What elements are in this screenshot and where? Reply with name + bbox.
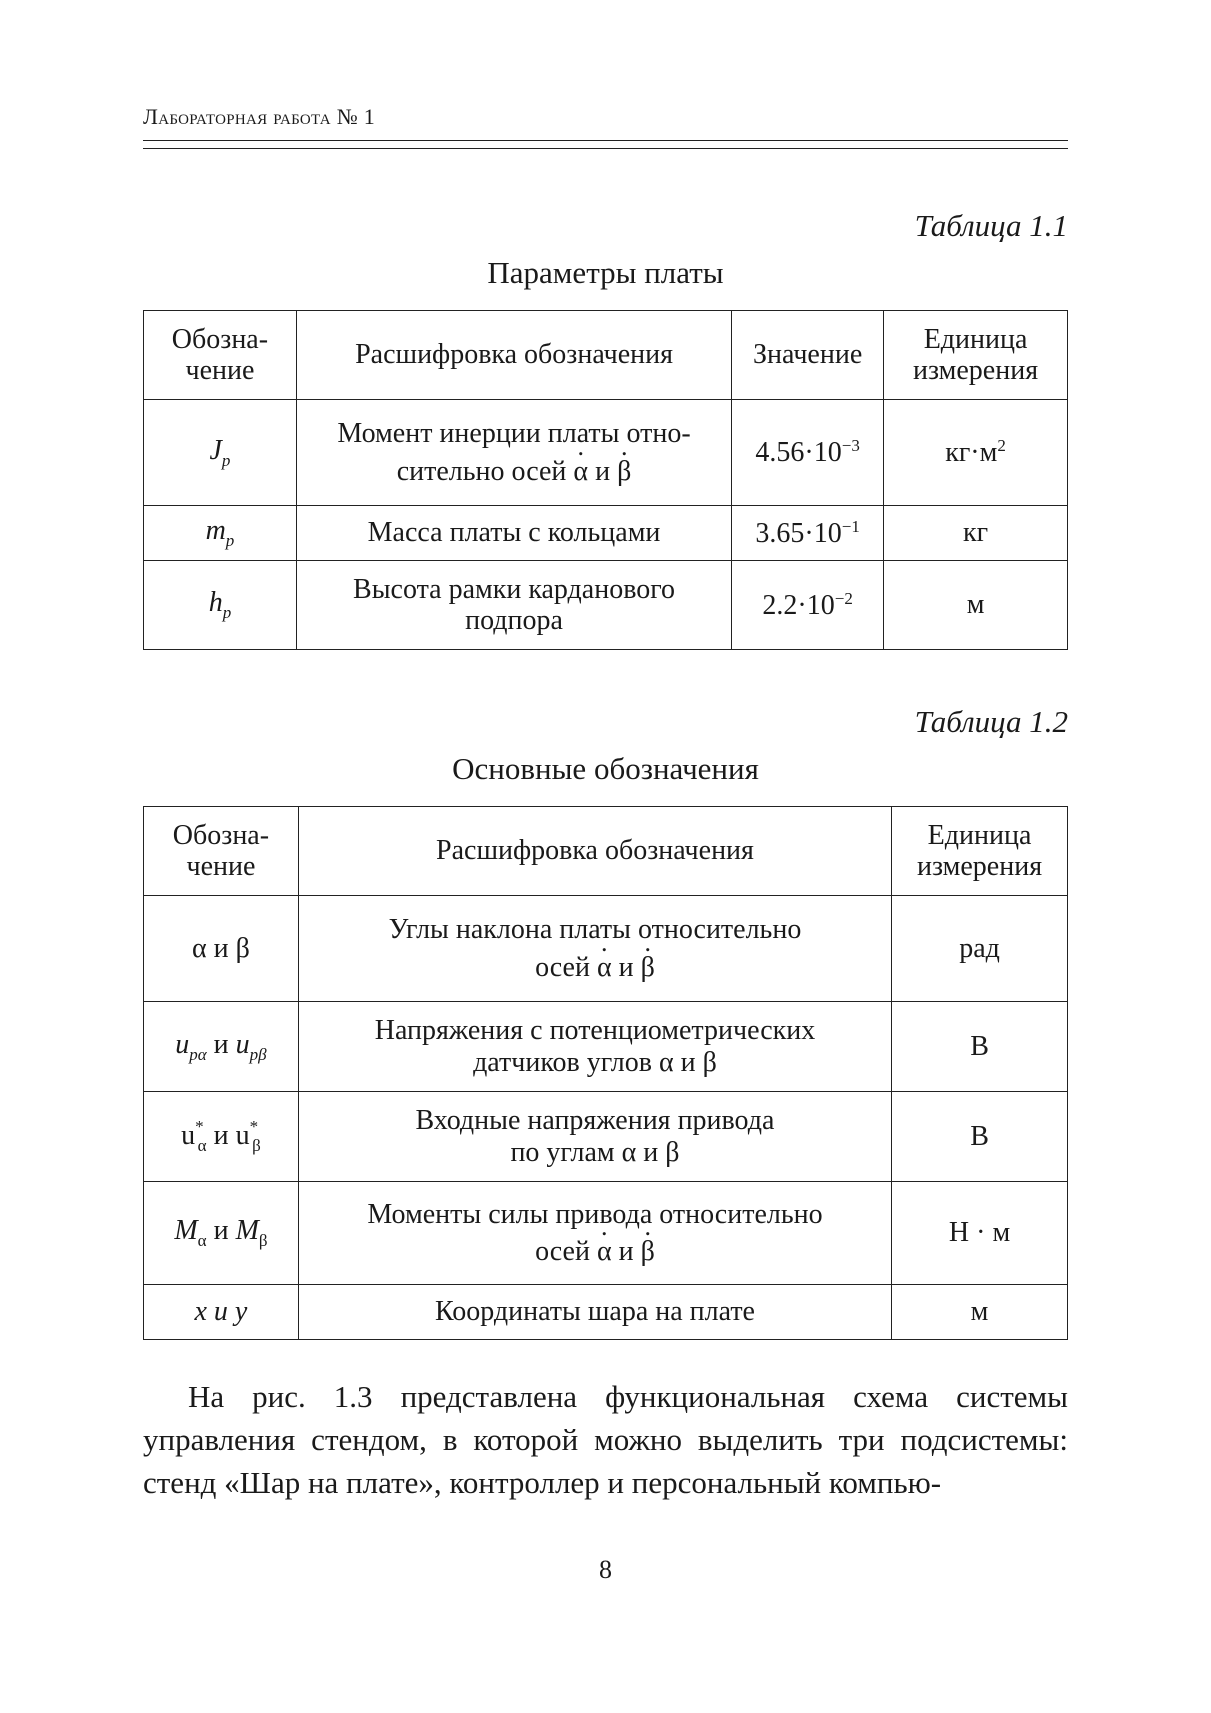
unit-cell: рад <box>892 896 1068 1002</box>
table2-header-symbol: Обозна- чение <box>144 807 299 896</box>
header-double-rule <box>143 140 1068 149</box>
beta-dot-symbol: . β <box>617 456 631 487</box>
symbol-cell: α и β <box>144 896 299 1002</box>
table1-number: Таблица 1.1 <box>914 208 1068 243</box>
symbol-cell: x и y <box>144 1285 299 1340</box>
table-row <box>144 896 1068 1002</box>
unit-cell: $кг\cdot м^2$ <box>884 400 1068 506</box>
value-cell: $4.56\cdot 10^{-3}$ <box>732 400 884 506</box>
alpha-dot-symbol: . α <box>597 952 612 983</box>
table1-header-row <box>144 311 1068 400</box>
table-row <box>144 1285 1068 1340</box>
body-paragraph: На рис. 1.3 представлена функциональная схема системы управления стендом, в которой можно выделить три подсистемы: стенд «Шар на плате», контроллер и персональный компью- <box>143 1379 1068 1500</box>
value-cell: $2.2\cdot 10^{-2}$ <box>732 561 884 650</box>
description-cell: Координаты шара на плате <box>298 1285 891 1340</box>
description-cell: Высота рамки карданового подпора <box>296 561 731 650</box>
alpha-dot-symbol: . α <box>573 456 588 487</box>
table2-header-unit: Единица измерения <box>892 807 1068 896</box>
unit-cell: кг <box>884 506 1068 561</box>
value-cell: $3.65\cdot 10^{-1}$ <box>732 506 884 561</box>
table2-number: Таблица 1.2 <box>914 704 1068 739</box>
page-number: 8 <box>599 1555 612 1584</box>
table-row <box>144 1182 1068 1285</box>
description-cell: Масса платы с кольцами <box>296 506 731 561</box>
table1-header-description: Расшифровка обозначения <box>296 311 731 400</box>
table2-header-description: Расшифровка обозначения <box>298 807 891 896</box>
description-cell: Моменты силы привода относительно осей . α и . β <box>298 1182 891 1285</box>
description-cell: Напряжения с потенциометрических датчиков углов α и β <box>298 1002 891 1092</box>
alpha-dot-symbol: . α <box>597 1236 612 1267</box>
table-row <box>144 1092 1068 1182</box>
table-row <box>144 506 1068 561</box>
table1 <box>143 310 1068 650</box>
unit-cell: Н · м <box>892 1182 1068 1285</box>
description-cell: Углы наклона платы относительно осей . α и . β <box>298 896 891 1002</box>
table-row <box>144 1002 1068 1092</box>
unit-cell: В <box>892 1092 1068 1182</box>
table-row <box>144 400 1068 506</box>
running-header: Лабораторная работа № 1 <box>143 104 376 129</box>
beta-dot-symbol: . β <box>641 1236 655 1267</box>
description-cell: Входные напряжения привода по углам α и β <box>298 1092 891 1182</box>
symbol-cell: $J_p$ <box>144 400 297 506</box>
symbol-cell: $M_\alpha$ и $M_\beta$ <box>144 1182 299 1285</box>
table2-header-row <box>144 807 1068 896</box>
symbol-cell: $h_p$ <box>144 561 297 650</box>
table1-header-value: Значение <box>732 311 884 400</box>
beta-dot-symbol: . β <box>641 952 655 983</box>
unit-cell: м <box>892 1285 1068 1340</box>
table1-header-unit: Единица измерения <box>884 311 1068 400</box>
table1-header-symbol: Обозна- чение <box>144 311 297 400</box>
table2-title: Основные обозначения <box>452 751 759 786</box>
table2 <box>143 806 1068 1340</box>
symbol-cell: $m_p$ <box>144 506 297 561</box>
table-row <box>144 561 1068 650</box>
symbol-cell: $u_{p\alpha}$ и $u_{p\beta}$ <box>144 1002 299 1092</box>
unit-cell: В <box>892 1002 1068 1092</box>
unit-cell: м <box>884 561 1068 650</box>
table1-title: Параметры платы <box>487 255 724 290</box>
symbol-cell: $u^*_\alpha$ и $u^*_\beta$ <box>144 1092 299 1182</box>
description-cell: Момент инерции платы отно- сительно осей . α и . β <box>296 400 731 506</box>
